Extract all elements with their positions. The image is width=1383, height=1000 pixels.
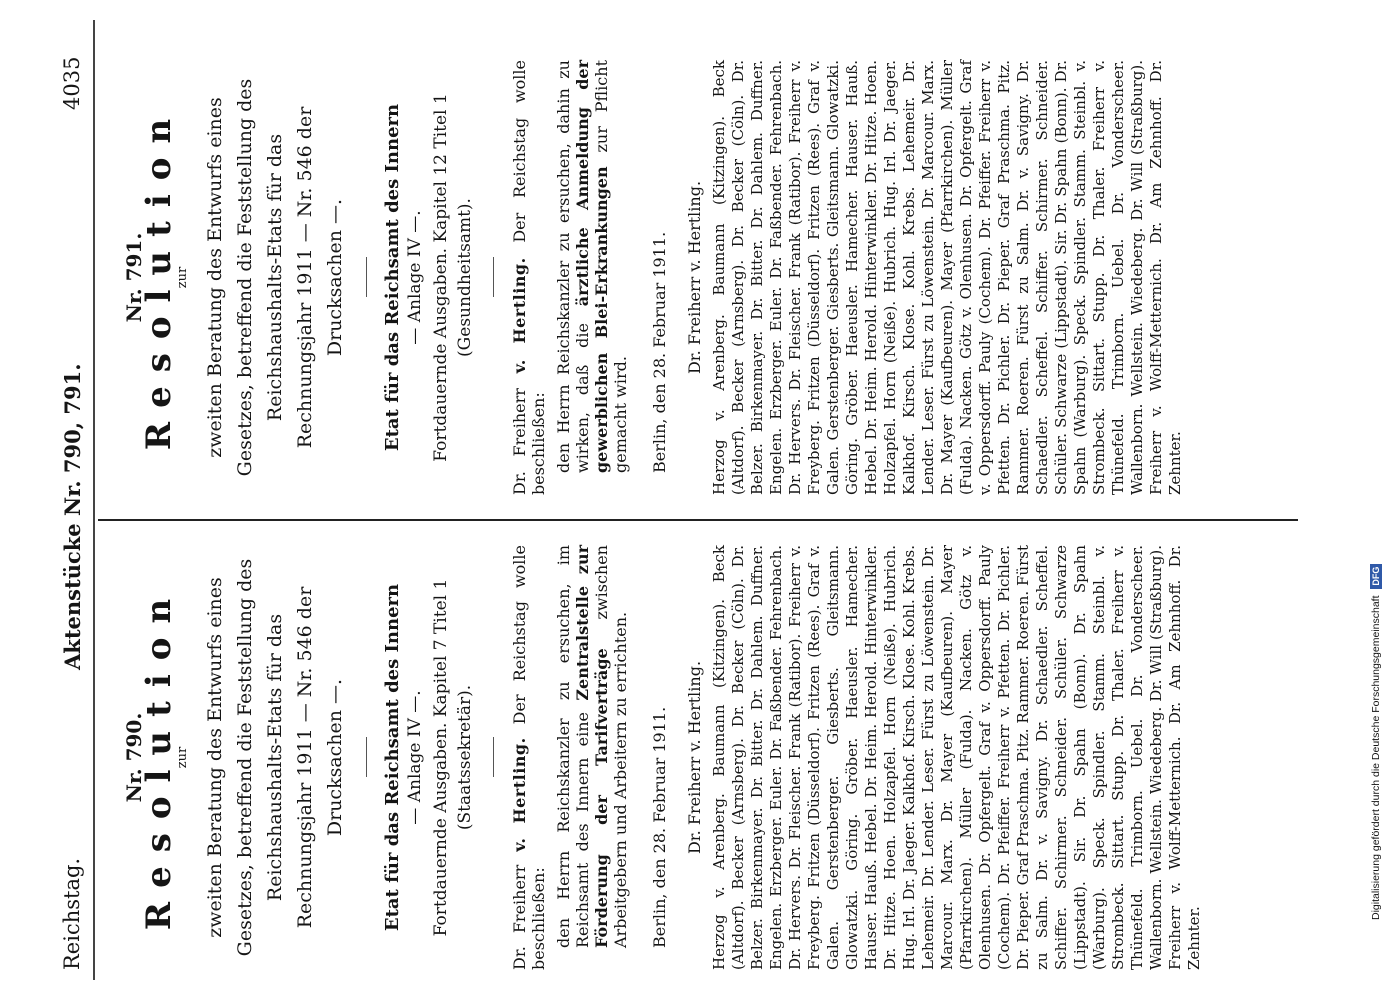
etat-heading: Etat für das Reichsamt des Innern [382,583,403,932]
body-bold-text: Zentralstelle zur Förderung der Tarifverträge [573,544,611,948]
etat-heading: Etat für das Reichsamt des Innern [382,103,403,452]
dfg-logo: DFG [1370,564,1382,589]
resolution-body [554,545,630,948]
kapitel-label: Fortdauernde Ausgaben. Kapitel 12 Titel 1 (Gesundheitsamt). [431,93,475,462]
header-left: Reichstag. [60,857,84,970]
body-bold-text: ärztliche Anmeldung der gewerblichen Blei-Erkrankungen [573,60,611,473]
resolution-number: Nr. 790. [122,712,146,803]
motion-suffix: Der Reichstag wolle beschließen: [510,59,548,495]
body-text: zur Pflicht gemacht wird. [592,60,630,473]
resolution-title: Resolution [139,584,179,931]
resolution-zur: zur [175,266,190,289]
motion-suffix: Der Reichstag wolle beschließen: [510,544,548,970]
resolution-date: Berlin, den 28. Februar 1911. [650,706,669,948]
digitization-text: Digitalisierung gefördert durch die Deutsche Forschungsgemeinschaft [1370,595,1382,920]
section-divider [366,258,367,298]
kapitel-label: Fortdauernde Ausgaben. Kapitel 7 Titel 1 (Staatssekretär). [431,578,475,937]
resolution-790 [122,544,1204,970]
signatories-list: Herzog v. Arenberg. Baumann (Kitzingen). Beck (Altdorf). Becker (Arnsberg). Dr. Becker (Cöln). Dr. Belzer. Birkenmayer. Dr. Bitter. Dr. Dahlem. Duffner. Engelen. Erzberger. Euler. Dr. Faßbender. Fehrenbach. Dr. Hervers. Dr. Fleischer. Frank (Ratibor). Freiherr v. Freyberg. Fritzen (Düsseldorf). Fritzen (Rees). Graf v. Galen. Gerstenberger. Giesberts. Gleitsmann. Glowatzki. Göring. Gröber. Haeusler. Hamecher. Hauser. Hauß. Hebel. Dr. Heim. Herold. Hinterwinkler. Dr. Hitze. Hoen. Holzapfel. Horn (Neiße). Hubrich. Hug. Irl. Dr. Jaeger. Kalkhof. Kirsch. Klose. Kohl. Krebs. Lehemeir. Dr. Lender. Leser. Fürst zu Löwenstein. Dr. Marcour. Marx. Dr. Mayer (Kaufbeuren). Mayer (Pfarrkirchen). Müller (Fulda). Nacken. Götz v. Olenhusen. Dr. Opfergelt. Graf v. Oppersdorff. Pauly (Cochem). Dr. Pfeiffer. Freiherr v. Pfetten. Dr. Pichler. Dr. Pieper. Graf Praschma. Pitz. Rammer. Roeren. Fürst zu Salm. Dr. v. Savigny. Dr. Schaedler. Scheffel. Schiffer. Schirmer. Schneider. Schüler. Schwarze (Lippstadt). Sir. Dr. Spahn (Bonn). Dr. Spahn (Warburg). Speck. Spindler. Stamm. Steinbl. v. Strombeck. Sittart. Stupp. Dr. Thaler. Freiherr v. Thünefeld. Trimborn. Uebel. Dr. Vonderscheer. Wallenborn. Wellstein. Wiedeberg. Dr. Will (Straßburg). Freiherr v. Wolff-Metternich. Dr. Am Zehnhoff. Dr. Zehnter. [710,545,1203,970]
page-number: 4035 [60,56,84,110]
motion-name: v. Hertling. [510,257,529,374]
motion-name: v. Hertling. [510,737,529,852]
motion-prefix: Dr. Freiherr [510,864,529,970]
resolution-title: Resolution [139,104,179,451]
anlage-label: — Anlage IV —. [405,210,425,345]
resolution-body [554,60,630,473]
section-divider [493,258,494,298]
section-divider [493,738,494,778]
body-text: den Herrn Reichskanzler zu ersuchen, dahin zu wirken, daß die [554,60,592,473]
motion-prefix: Dr. Freiherr [510,388,529,495]
digitization-note [1370,20,1382,920]
body-text: zwischen Arbeitgebern und Arbeitern zu errichten. [592,545,630,948]
resolution-subject: zweiten Beratung des Entwurfs eines Gesetzes, betreffend die Feststellung des Reichshaushalts-Etats für das Rechnungsjahr 1911 — Nr. 546 der Drucksachen —. [204,558,346,957]
motion-line [510,60,548,495]
body-text: den Herrn Reichskanzler zu ersuchen, im Reichsamt des Innern eine [554,545,592,948]
resolution-subject: zweiten Beratung des Entwurfs eines Gesetzes, betreffend die Feststellung des Reichshaushalts-Etats für das Rechnungsjahr 1911 — Nr. 546 der Drucksachen —. [204,78,346,477]
resolution-791 [122,59,1185,495]
section-divider [366,738,367,778]
resolution-signer: Dr. Freiherr v. Hertling. [685,180,704,375]
resolution-number: Nr. 791. [122,232,146,323]
anlage-label: — Anlage IV —. [405,690,425,825]
resolution-date: Berlin, den 28. Februar 1911. [650,231,669,473]
motion-line [510,545,548,970]
header-rule [93,20,95,980]
signatories-list: Herzog v. Arenberg. Baumann (Kitzingen). Beck (Altdorf). Becker (Arnsberg). Dr. Becker (Cöln). Dr. Belzer. Birkenmayer. Dr. Bitter. Dr. Dahlem. Duffner. Engelen. Erzberger. Euler. Dr. Faßbender. Fehrenbach. Dr. Hervers. Dr. Fleischer. Frank (Ratibor). Freiherr v. Freyberg. Fritzen (Düsseldorf). Fritzen (Rees). Graf v. Galen. Gerstenberger. Giesberts. Gleitsmann. Glowatzki. Göring. Gröber. Haeusler. Hamecher. Hauser. Hauß. Hebel. Dr. Heim. Herold. Hinterwinkler. Dr. Hitze. Hoen. Holzapfel. Horn (Neiße). Hubrich. Hug. Irl. Dr. Jaeger. Kalkhof. Kirsch. Klose. Kohl. Krebs. Lehemeir. Dr. Lender. Leser. Fürst zu Löwenstein. Dr. Marcour. Marx. Dr. Mayer (Kaufbeuren). Mayer (Pfarrkirchen). Müller (Fulda). Nacken. Götz v. Olenhusen. Dr. Opfergelt. Graf v. Oppersdorff. Pauly (Cochem). Dr. Pfeiffer. Freiherr v. Pfetten. Dr. Pichler. Dr. Pieper. Graf Praschma. Pitz. Rammer. Roeren. Fürst zu Salm. Dr. v. Savigny. Dr. Schaedler. Scheffel. Schiffer. Schirmer. Schneider. Schüler. Schwarze (Lippstadt). Sir. Dr. Spahn (Bonn). Dr. Spahn (Warburg). Speck. Spindler. Stamm. Steinbl. v. Strombeck. Sittart. Stupp. Dr. Thaler. Freiherr v. Thünefeld. Trimborn. Uebel. Dr. Vonderscheer. Wallenborn. Wellstein. Wiedeberg. Dr. Will (Straßburg). Freiherr v. Wolff-Metternich. Dr. Am Zehnhoff. Dr. Zehnter. [710,60,1184,495]
resolution-signer: Dr. Freiherr v. Hertling. [685,660,704,855]
header-center: Aktenstücke Nr. 790, 791. [60,363,85,670]
resolution-zur: zur [175,746,190,769]
column-divider [98,519,1298,521]
